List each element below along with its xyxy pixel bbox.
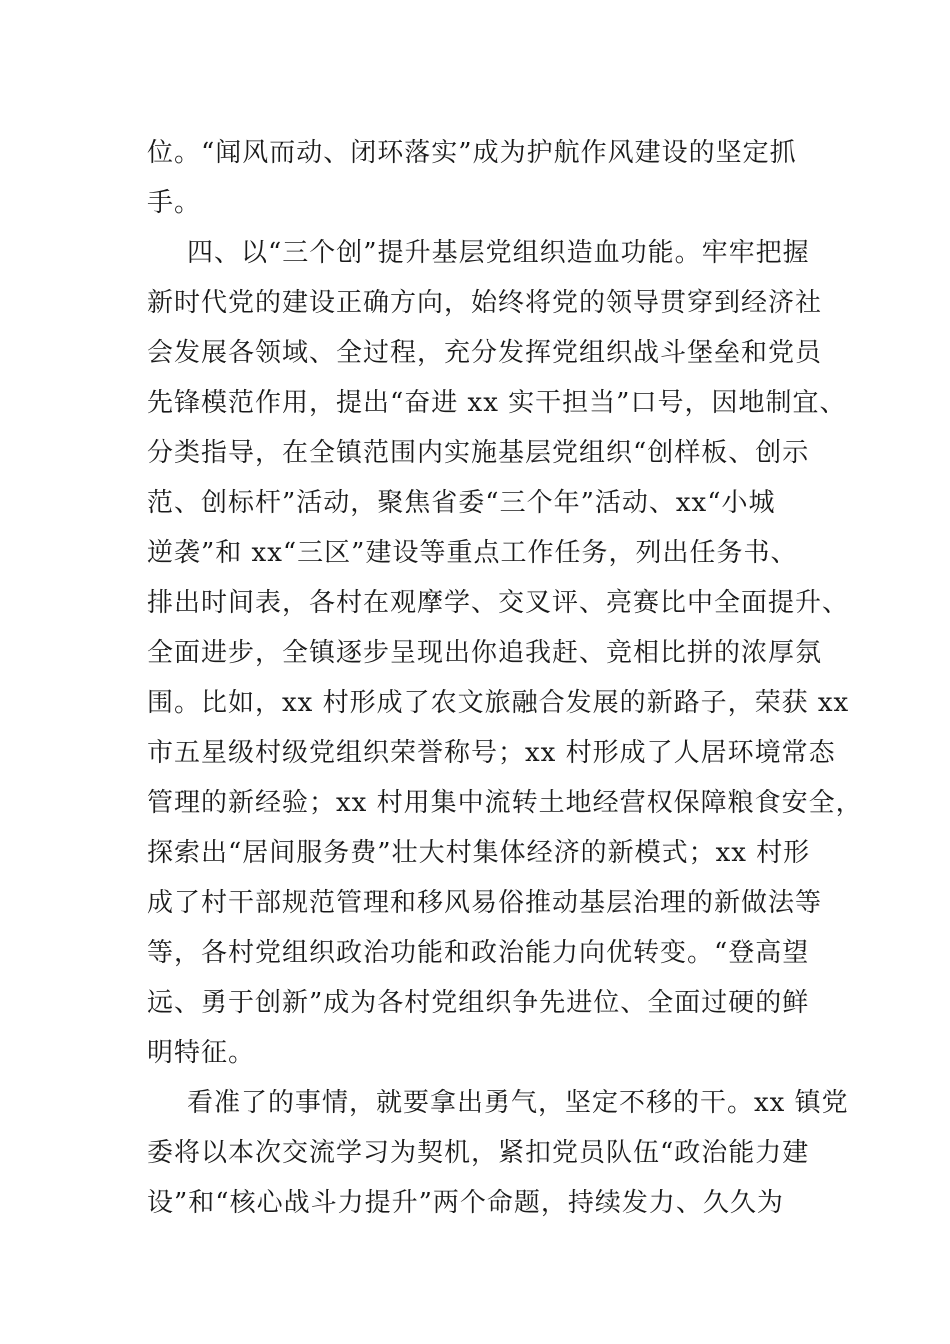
- paragraph-line: 看准了的事情，就要拿出勇气，坚定不移的干。xx 镇党: [187, 1088, 849, 1118]
- paragraph-line: 全面进步，全镇逐步呈现出你追我赶、竞相比拼的浓厚氛: [147, 638, 823, 668]
- paragraph-line: 设”和“核心战斗力提升”两个命题，持续发力、久久为: [147, 1188, 784, 1218]
- paragraph-line: 围。比如，xx 村形成了农文旅融合发展的新路子，荣获 xx: [147, 688, 850, 718]
- paragraph-line: 委将以本次交流学习为契机，紧扣党员队伍“政治能力建: [147, 1138, 810, 1168]
- paragraph-line: 等，各村党组织政治功能和政治能力向优转变。“登高望: [147, 938, 810, 968]
- paragraph-line: 手。: [147, 188, 202, 218]
- paragraph-line: 四、以“三个创”提升基层党组织造血功能。牢牢把握: [187, 238, 810, 268]
- paragraph-line: 明特征。: [147, 1038, 256, 1068]
- paragraph-line: 逆袭”和 xx“三区”建设等重点工作任务，列出任务书、: [147, 538, 798, 568]
- paragraph-line: 成了村干部规范管理和移风易俗推动基层治理的新做法等: [147, 888, 823, 918]
- paragraph-line: 范、创标杆”活动，聚焦省委“三个年”活动、xx“小城: [147, 488, 776, 518]
- paragraph-line: 分类指导，在全镇范围内实施基层党组织“创样板、创示: [147, 438, 810, 468]
- paragraph-line: 管理的新经验；xx 村用集中流转土地经营权保障粮食安全，: [147, 788, 863, 818]
- paragraph-line: 探索出“居间服务费”壮大村集体经济的新模式；xx 村形: [147, 838, 811, 868]
- paragraph-line: 远、勇于创新”成为各村党组织争先进位、全面过硬的鲜: [147, 988, 810, 1018]
- paragraph-line: 会发展各领域、全过程，充分发挥党组织战斗堡垒和党员: [147, 338, 823, 368]
- paragraph-line: 先锋模范作用，提出“奋进 xx 实干担当”口号，因地制宜、: [147, 388, 847, 418]
- paragraph-line: 市五星级村级党组织荣誉称号；xx 村形成了人居环境常态: [147, 738, 836, 768]
- paragraph-line: 位。“闻风而动、闭环落实”成为护航作风建设的坚定抓: [147, 138, 797, 168]
- paragraph-line: 排出时间表，各村在观摩学、交叉评、亮赛比中全面提升、: [147, 588, 850, 618]
- paragraph-line: 新时代党的建设正确方向，始终将党的领导贯穿到经济社: [147, 288, 823, 318]
